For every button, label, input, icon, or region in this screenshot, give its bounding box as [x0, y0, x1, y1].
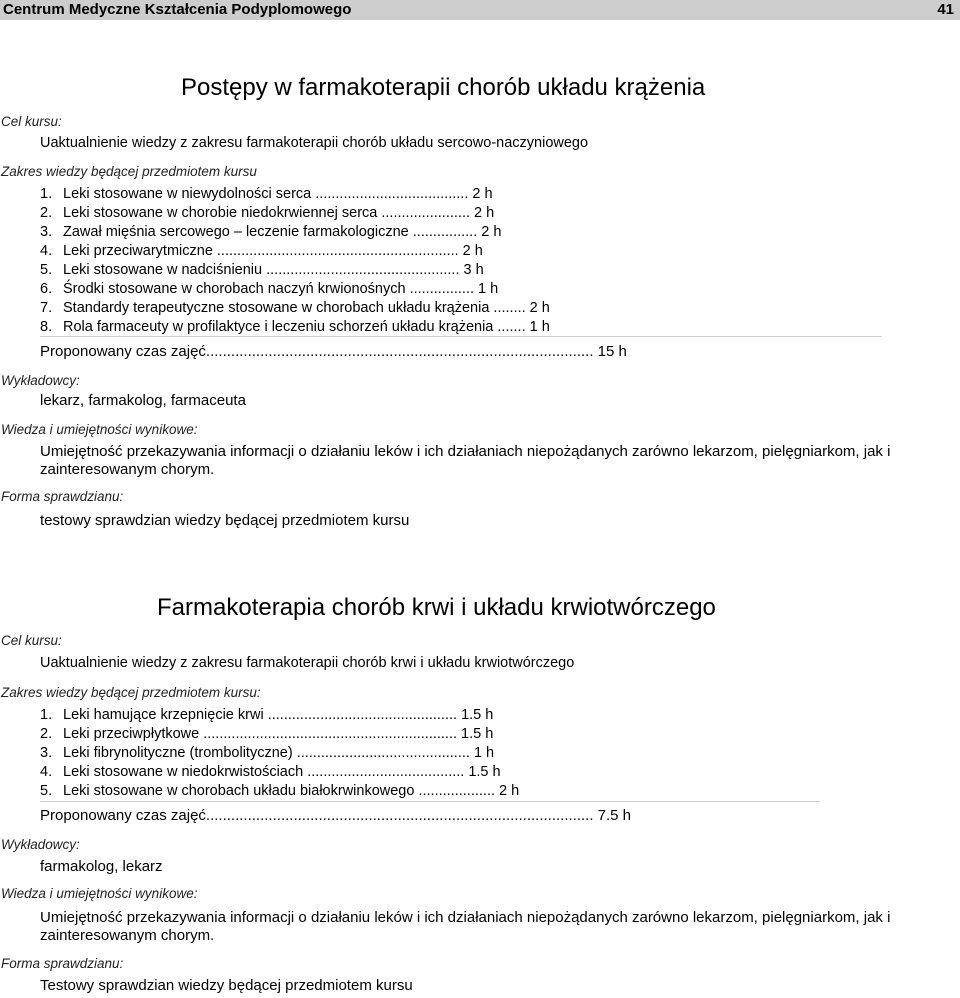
divider [40, 336, 882, 337]
list-item: 6. Środki stosowane w chorobach naczyń krwionośnych ................ 1 h [40, 281, 499, 297]
goal-text: Uaktualnienie wiedzy z zakresu farmakoterapii chorób układu sercowo-naczyniowego [40, 135, 589, 151]
institution-name: Centrum Medyczne Kształcenia Podyplomowego [3, 1, 352, 18]
lecturers-text: lekarz, farmakolog, farmaceuta [40, 392, 246, 409]
list-item: 8. Rola farmaceuty w profilaktyce i leczeniu schorzeń układu krążenia ....... 1 h [40, 319, 550, 335]
topic-list [40, 185, 550, 337]
outcomes-text: Umiejętność przekazywania informacji o działaniu leków i ich działaniach niepożądanych zarówno lekarzom, pielęgniarkom, jak i zainteresowanym chorym. [40, 909, 891, 944]
goal-text: Uaktualnienie wiedzy z zakresu farmakoterapii chorób krwi i układu krwiotwórczego [40, 655, 575, 671]
assessment-text: Testowy sprawdzian wiedzy będącej przedmiotem kursu [40, 977, 413, 994]
list-item: 1. Leki stosowane w niewydolności serca ...................................... 2 h [40, 186, 493, 202]
list-item: 2. Leki przeciwpłytkowe ............................................................... 1.5 h [40, 726, 494, 742]
assessment-text: testowy sprawdzian wiedzy będącej przedmiotem kursu [40, 512, 410, 529]
list-item: 2. Leki stosowane w chorobie niedokrwiennej serca ...................... 2 h [40, 205, 495, 221]
course-title: Farmakoterapia chorób krwi i układu krwiotwórczego [157, 594, 716, 621]
lecturers-label: Wykładowcy: [1, 837, 80, 852]
divider [40, 801, 820, 802]
list-item: 5. Leki stosowane w chorobach układu białokrwinkowego ................... 2 h [40, 783, 520, 799]
scope-label: Zakres wiedzy będącej przedmiotem kursu [1, 164, 257, 179]
list-item: 1. Leki hamujące krzepnięcie krwi ............................................... 1.5 h [40, 707, 494, 723]
lecturers-text: farmakolog, lekarz [40, 858, 163, 875]
list-item: 4. Leki przeciwarytmiczne ............................................................ 2 h [40, 243, 483, 259]
lecturers-label: Wykładowcy: [1, 373, 80, 388]
scope-label: Zakres wiedzy będącej przedmiotem kursu: [1, 685, 261, 700]
course-title: Postępy w farmakoterapii chorób układu krążenia [181, 74, 706, 101]
assessment-label: Forma sprawdzianu: [1, 489, 124, 504]
list-item: 3. Leki fibrynolityczne (trombolityczne) ........................................... 1 h [40, 745, 495, 761]
goal-label: Cel kursu: [1, 114, 62, 129]
goal-label: Cel kursu: [1, 633, 62, 648]
list-item: 5. Leki stosowane w nadciśnieniu ................................................ 3 h [40, 262, 484, 278]
total-hours: Proponowany czas zajęć............................................................................................. 7.5 h [40, 807, 632, 824]
page-number: 41 [937, 1, 954, 18]
list-item: 3. Zawał mięśnia sercowego – leczenie farmakologiczne ................ 2 h [40, 224, 502, 240]
page-header [0, 0, 960, 20]
topic-list [40, 706, 519, 801]
outcomes-text: Umiejętność przekazywania informacji o działaniu leków i ich działaniach niepożądanych zarówno lekarzom, pielęgniarkom, jak i zainteresowanym chorym. [40, 443, 891, 478]
outcomes-label: Wiedza i umiejętności wynikowe: [1, 886, 198, 901]
list-item: 7. Standardy terapeutyczne stosowane w chorobach układu krążenia ........ 2 h [40, 300, 550, 316]
outcomes-label: Wiedza i umiejętności wynikowe: [1, 422, 198, 437]
assessment-label: Forma sprawdzianu: [1, 956, 124, 971]
list-item: 4. Leki stosowane w niedokrwistościach ....................................... 1.5 h [40, 764, 501, 780]
total-hours: Proponowany czas zajęć............................................................................................. 15 h [40, 343, 627, 360]
